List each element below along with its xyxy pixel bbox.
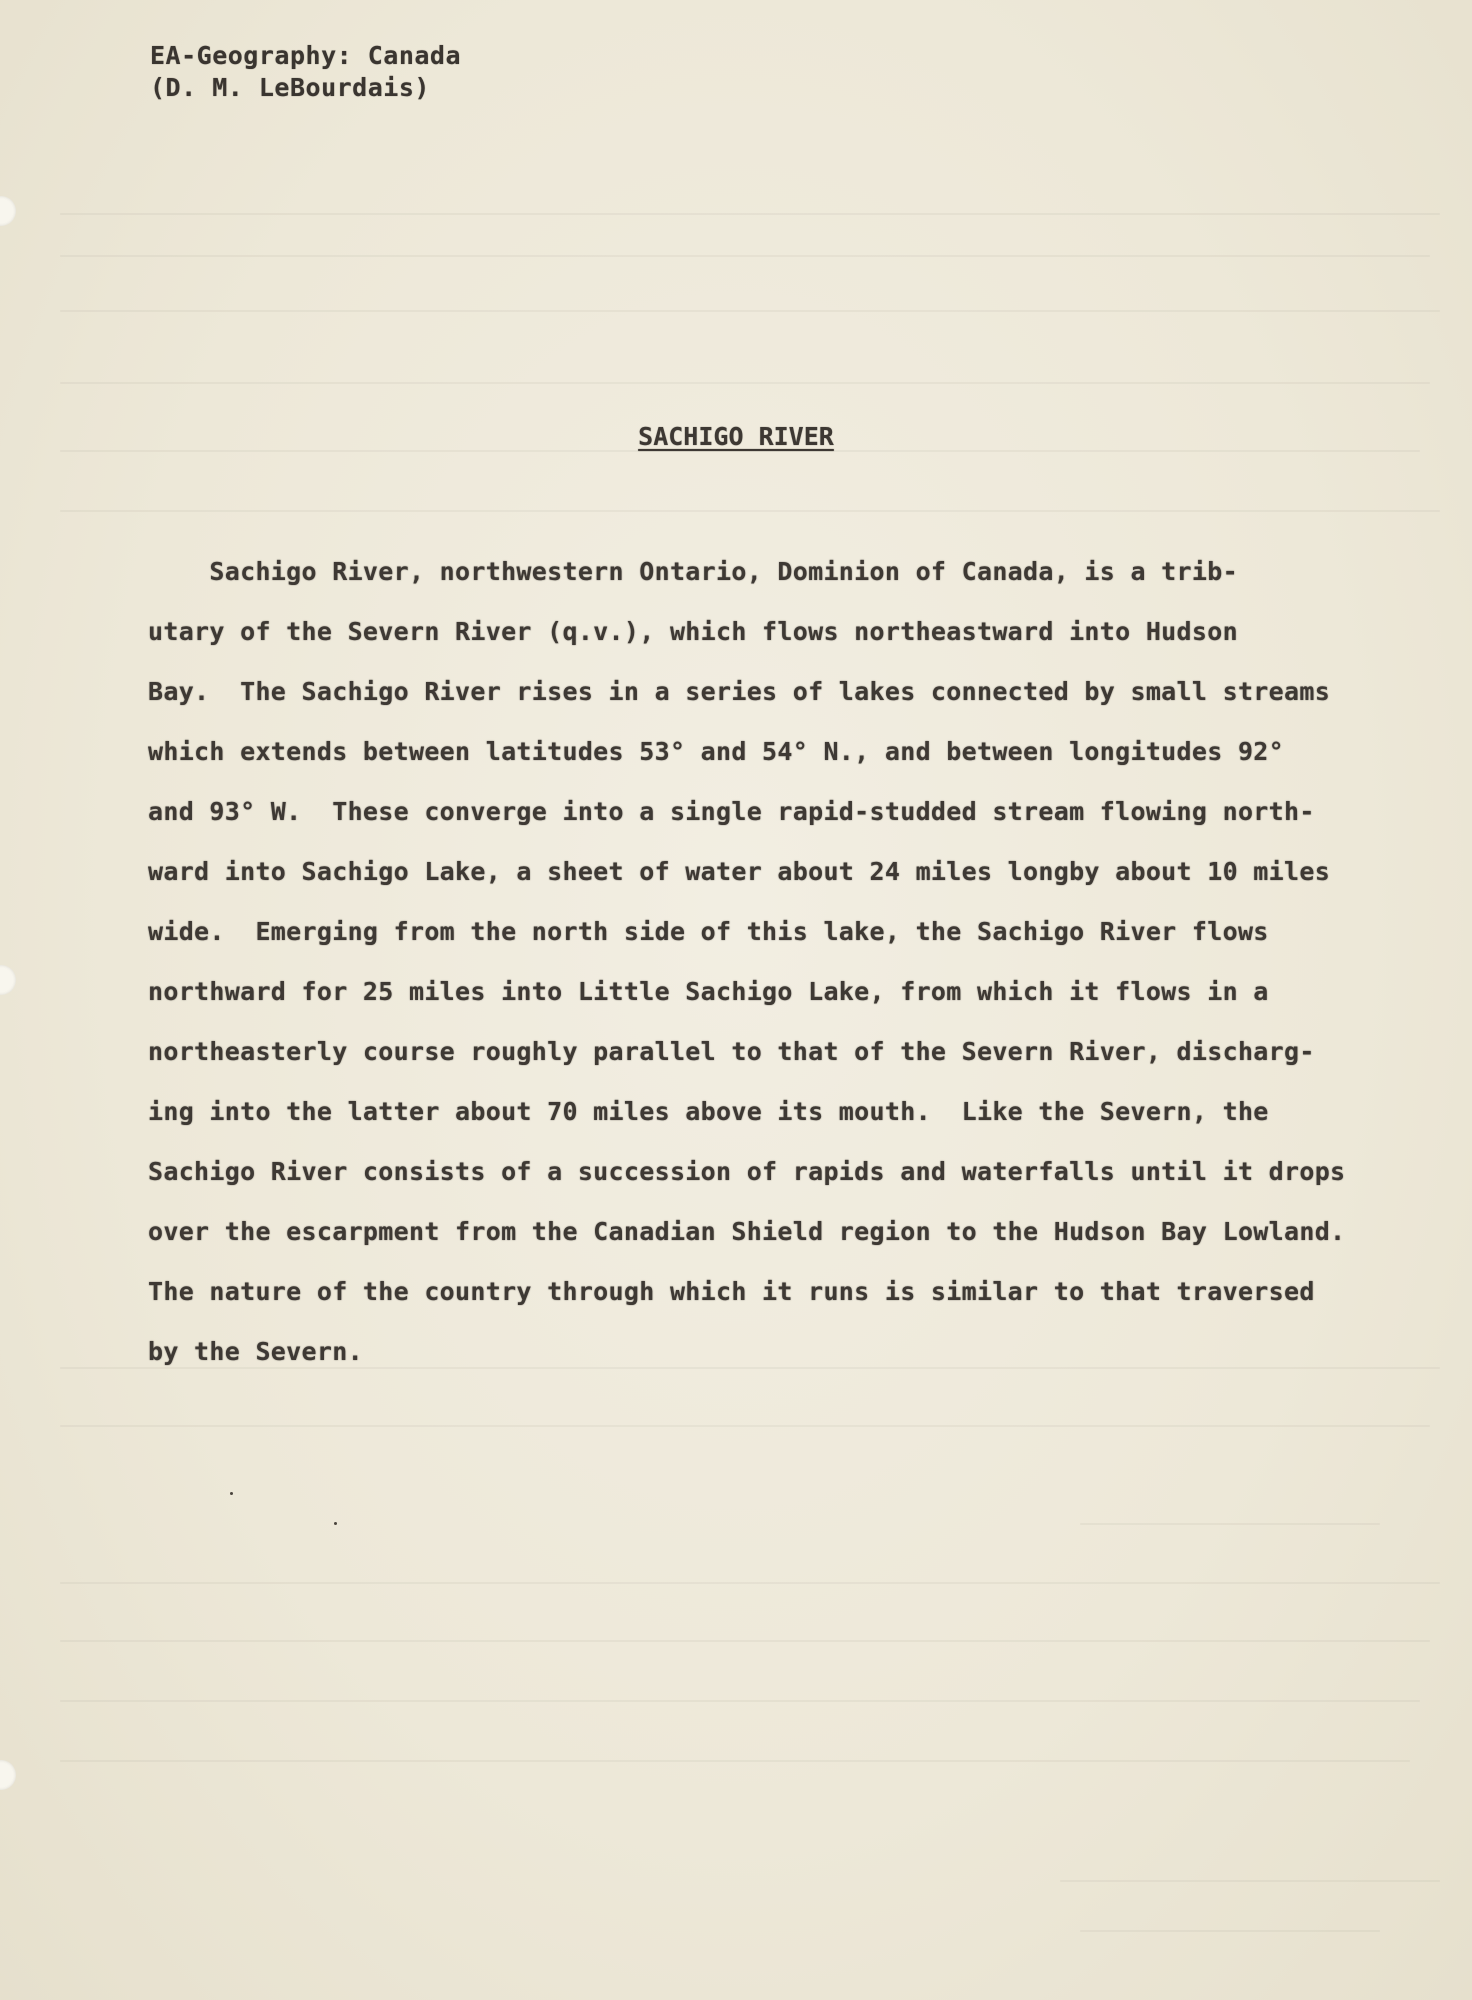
body-line: Sachigo River consists of a succession of rapids and waterfalls until it drops: [148, 1157, 1346, 1186]
bleed-through-line: [60, 1582, 1440, 1584]
bleed-through-line: [1060, 1880, 1440, 1882]
ink-speck: [230, 1492, 233, 1495]
body-line: ward into Sachigo Lake, a sheet of water about 24 miles longby about 10 miles: [148, 857, 1331, 886]
bleed-through-line: [60, 1700, 1420, 1702]
bleed-through-line: [1080, 1523, 1380, 1525]
bleed-through-line: [60, 310, 1440, 312]
body-line: northward for 25 miles into Little Sachigo Lake, from which it flows in a: [148, 977, 1269, 1006]
body-line: The nature of the country through which it runs is similar to that traversed: [148, 1277, 1315, 1306]
body-line: wide. Emerging from the north side of this lake, the Sachigo River flows: [148, 917, 1269, 946]
ink-speck: [334, 1522, 337, 1525]
header-subject-line: EA-Geography: Canada: [150, 41, 462, 70]
header-author-line: (D. M. LeBourdais): [150, 73, 430, 102]
binder-hole: [0, 965, 16, 995]
bleed-through-line: [60, 255, 1430, 257]
bleed-through-line: [60, 1425, 1430, 1427]
article-title: [0, 422, 1472, 451]
body-line: Bay. The Sachigo River rises in a series of lakes connected by small streams: [148, 677, 1331, 706]
binder-hole: [0, 196, 16, 226]
article-title-text: SACHIGO RIVER: [638, 422, 834, 451]
bleed-through-line: [60, 1640, 1430, 1642]
body-line: by the Severn.: [148, 1337, 363, 1366]
bleed-through-line: [60, 1760, 1410, 1762]
body-line: ing into the latter about 70 miles above its mouth. Like the Severn, the: [148, 1097, 1269, 1126]
bleed-through-line: [1080, 1930, 1380, 1932]
bleed-through-line: [60, 382, 1430, 384]
binder-hole: [0, 1760, 16, 1790]
bleed-through-line: [60, 510, 1440, 512]
body-line: utary of the Severn River (q.v.), which flows northeastward into Hudson: [148, 617, 1238, 646]
article-body: [148, 542, 1346, 1382]
body-line: and 93° W. These converge into a single rapid-studded stream flowing north-: [148, 797, 1315, 826]
body-line: northeasterly course roughly parallel to that of the Severn River, discharg-: [148, 1037, 1315, 1066]
bleed-through-line: [60, 213, 1440, 215]
body-line: which extends between latitudes 53° and 54° N., and between longitudes 92°: [148, 737, 1284, 766]
body-line: over the escarpment from the Canadian Shield region to the Hudson Bay Lowland.: [148, 1217, 1346, 1246]
body-line: Sachigo River, northwestern Ontario, Dominion of Canada, is a trib-: [148, 557, 1238, 586]
document-header: [150, 40, 461, 104]
